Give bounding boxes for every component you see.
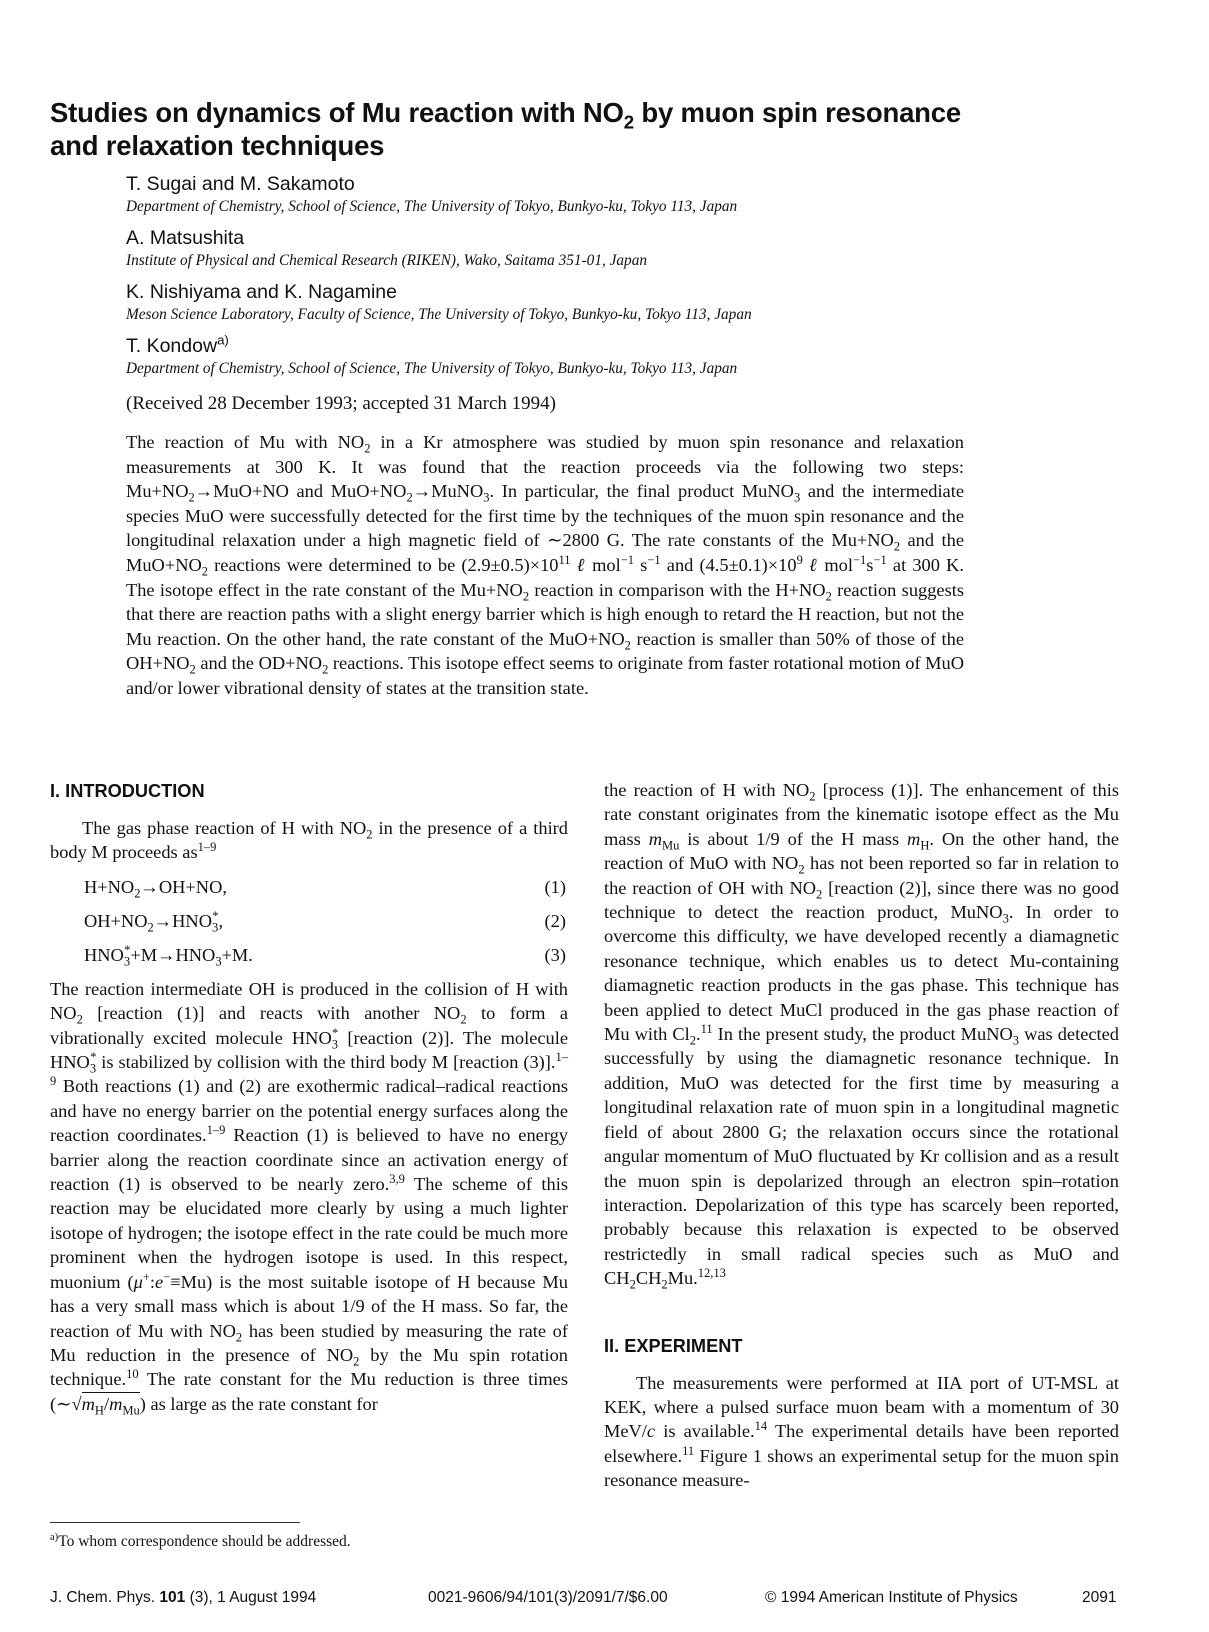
author-block bbox=[126, 280, 1126, 325]
paragraph: The gas phase reaction of H with $NO_2$ in the presence of a third body M proceeds $as^{1-9}$ bbox=[50, 818, 568, 863]
author-block bbox=[126, 334, 1126, 379]
left-column bbox=[50, 780, 568, 1416]
footer-journal: J. Chem. Phys. 101 (3), 1 August 1994 bbox=[50, 1589, 317, 1606]
author-affiliation: Department of Chemistry, School of Science, The University of Tokyo, Bunkyo-ku, Tokyo 113, Japan bbox=[126, 198, 738, 215]
paper-title: Studies on dynamics of Mu reaction with $NO_2$ by muon spin resonance and relaxation techniques bbox=[50, 97, 961, 161]
author-block bbox=[126, 226, 1126, 271]
author-list bbox=[126, 172, 1126, 417]
equation-3: $HNO_3^*+M\to HNO_3+M$. (3) bbox=[84, 942, 566, 969]
footer-copyright: © 1994 American Institute of Physics bbox=[765, 1589, 1018, 1606]
author-name: A. Matsushita bbox=[126, 227, 245, 249]
author-affiliation: Institute of Physical and Chemical Research (RIKEN), Wako, Saitama 351-01, Japan bbox=[126, 252, 647, 269]
section-heading-experiment: II. EXPERIMENT bbox=[604, 1335, 743, 1356]
footnote: $^{a)}$To whom correspondence should be addressed. bbox=[50, 1531, 351, 1550]
right-column bbox=[604, 778, 1119, 1493]
paragraph: The measurements were performed at IIA port of UT-MSL at KEK, where a pulsed surface muon beam with a momentum of 30 MeV/c is available.$^{14}$ The experimental details have been reported elsewhere.$^{11}$ Figure 1 shows an experimental setup for the muon spin resonance measure- bbox=[604, 1372, 1119, 1491]
paragraph: The reaction intermediate OH is produced in the collision of H with $NO_2$ [reaction (1)] and reacts with another $NO_2$ to form a vibrationally excited molecule $HNO_3^*$ [reaction (2)]. The molecule $HNO_3^*$ is stabilized by collision with the third body M [reaction (3)].$^{1-9}$ Both reactions (1) and (2) are exothermic radical–radical reactions and have no energy barrier on the potential energy surfaces along the reaction coordinates.$^{1-9}$ Reaction (1) is believed to have no energy barrier along the reaction coordinate since an activation energy of reaction (1) is observed to be nearly zero.$^{3,9}$ The scheme of this reaction may be elucidated more clearly by using a much lighter isotope of hydrogen; the isotope effect in the rate could be much more prominent when the hydrogen isotope is used. In this respect, muonium (μ+:e−≡Mu) is the most suitable isotope of H because Mu has a very small mass which is about 1/9 of the H mass. So far, the reaction of Mu with $NO_2$ has been studied by measuring the rate of Mu reduction in the presence of $NO_2$ by the Mu spin rotation technique.$^{10}$ The rate constant for the Mu reduction is three times $(\sim√m_H/m_{Mu})$ as large as the rate constant for bbox=[50, 978, 568, 1418]
section-heading-introduction: I. INTRODUCTION bbox=[50, 781, 205, 801]
author-name: K. Nishiyama and K. Nagamine bbox=[126, 281, 397, 303]
footer-code: 0021-9606/94/101(3)/2091/7/$6.00 bbox=[428, 1589, 668, 1606]
equation-1: $H+NO_2\to OH+NO$, (1) bbox=[84, 876, 566, 901]
author-name: T. Kondow$^{a)}$ bbox=[126, 332, 229, 357]
equation-2: $OH+NO_2\to HNO_3^*$, (2) bbox=[84, 908, 566, 935]
footnote-rule bbox=[50, 1522, 300, 1523]
page-number: 2091 bbox=[1082, 1589, 1117, 1606]
author-block bbox=[126, 172, 1126, 217]
author-affiliation: Department of Chemistry, School of Science, The University of Tokyo, Bunkyo-ku, Tokyo 113, Japan bbox=[126, 360, 738, 377]
paragraph: the reaction of H with $NO_2$ [process (1)]. The enhancement of this rate constant originates from the kinematic isotope effect as the Mu mass $m_{Mu}$ is about 1/9 of the H mass $m_H$. On the other hand, the reaction of MuO with $NO_2$ has not been reported so far in relation to the reaction of OH with $NO_2$ [reaction (2)], since there was no good technique to detect the reaction product, MuNO$_3$. In order to overcome this difficulty, we have developed recently a diamagnetic resonance technique, which enables us to detect Mu-containing diamagnetic reaction products in the gas phase. This technique has been applied to detect MuCl produced in the gas phase reaction of Mu with $Cl_2.^{11}$ In the present study, the product MuNO$_3$ was detected successfully by using the diamagnetic resonance technique. In addition, MuO was detected for the first time by measuring a longitudinal relaxation rate of muon spin in a longitudinal magnetic field of about 2800 G; the relaxation occurs since the rotational angular momentum of MuO fluctuated by Kr collision and as a result the muon spin is depolarized through an electron spin–rotation interaction. Depolarization of this type has scarcely been reported, probably because this relaxation is expected to be observed restrictedly in small radical species such as MuO and $CH_2CH_2Mu.^{12,13}$ bbox=[604, 780, 1119, 1292]
received-dates: (Received 28 December 1993; accepted 31 March 1994) bbox=[126, 393, 556, 414]
abstract: The reaction of Mu with $NO_2$ in a Kr atmosphere was studied by muon spin resonance and relaxation measurements at 300 K. It was found that the reaction proceeds via the following two steps: $Mu+NO_2\to MuO+NO$ and $MuO+NO_2\to MuNO_3$. In particular, the final product MuNO$_3$ and the intermediate species MuO were successfully detected for the first time by the techniques of the muon spin resonance and the longitudinal relaxation under a high magnetic field of ∼2800 G. The rate constants of the $Mu+NO_2$ and the $MuO+NO_2$ reactions were determined to be $(2.9\pm 0.5)\times 10^{11}$ ℓ mol$^{-1}$ $s^{-1}$ and $(4.5\pm 0.1)\times 10^9$ ℓ $mol^{-1}s^{-1}$ at 300 K. The isotope effect in the rate constant of the $Mu+NO_2$ reaction in comparison with the $H+NO_2$ reaction suggests that there are reaction paths with a slight energy barrier which is high enough to retard the H reaction, but not the Mu reaction. On the other hand, the rate constant of the $MuO+NO_2$ reaction is smaller than 50% of those of the $OH+NO_2$ and the $OD+NO_2$ reactions. This isotope effect seems to originate from faster rotational motion of MuO and/or lower vibrational density of states at the transition state. bbox=[126, 432, 965, 698]
author-affiliation: Meson Science Laboratory, Faculty of Science, The University of Tokyo, Bunkyo-ku, Tokyo 113, Japan bbox=[126, 306, 752, 323]
author-name: T. Sugai and M. Sakamoto bbox=[126, 173, 355, 195]
